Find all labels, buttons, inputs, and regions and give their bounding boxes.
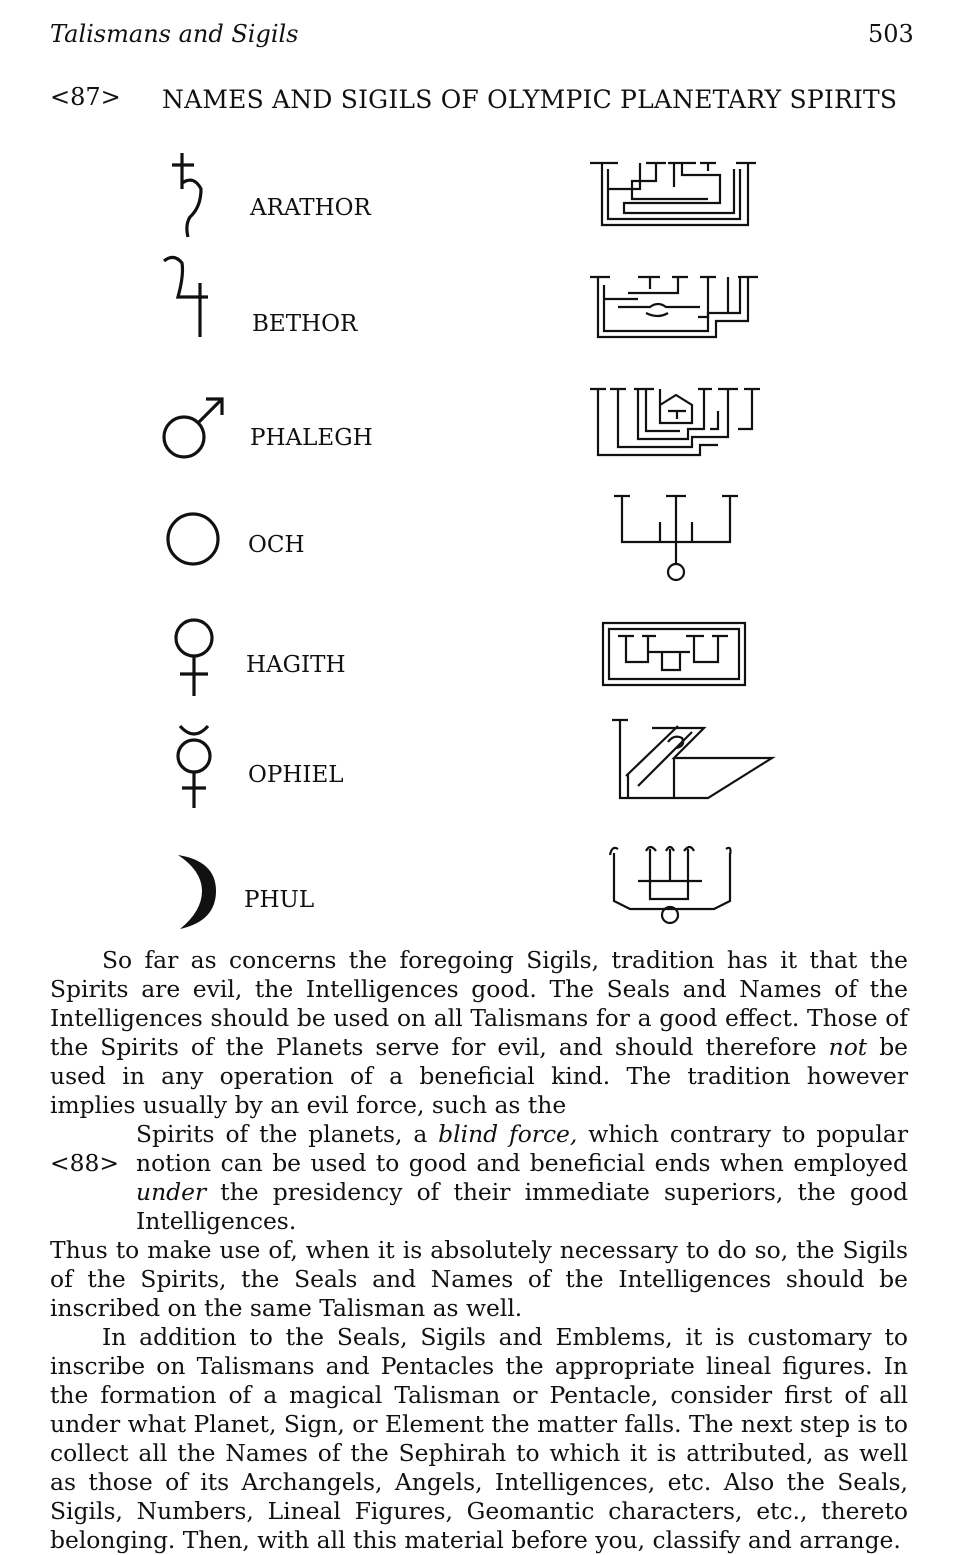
venus-icon [170, 616, 220, 700]
body-text [50, 946, 908, 1555]
och-sigil [610, 492, 750, 588]
paragraph-1-middle: Spirits of the planets, a blind force, which contrary to popular notion can be used to good and beneficial ends when employed under the presidency of their immediate superiors, the good Intelligences. [136, 1120, 909, 1235]
ophiel-sigil [608, 716, 776, 802]
mercury-icon [170, 720, 220, 810]
spirit-row-phul [0, 835, 955, 935]
arathor-sigil [588, 159, 760, 231]
spirit-row-och [0, 492, 955, 592]
sun-icon [162, 508, 224, 570]
spirit-row-ophiel [0, 712, 955, 812]
page-number: 503 [868, 20, 914, 48]
section-marker: <87> [50, 83, 121, 111]
paragraph-2: In addition to the Seals, Sigils and Emblems, it is customary to inscribe on Talismans and Pentacles the appropriate lineal figures. In the formation of a magical Talisman or Pentacle, consider first of all under what Planet, Sign, or Element the matter falls. The next step is to collect all the Names of the Sephirah to which it is attributed, as well as those of its Archangels, Angels, Intelligences, etc. Also the Seals, Sigils, Numbers, Lineal Figures, Geomantic characters, etc., thereto belonging. Then, with all this material before you, classify and arrange. [50, 1323, 908, 1554]
marginal-section [50, 1120, 908, 1236]
spirit-name: ARATHOR [250, 195, 371, 221]
spirit-row-hagith [0, 610, 955, 710]
saturn-icon [168, 149, 208, 241]
section-marker-88: <88> [50, 1149, 119, 1177]
jupiter-icon [160, 253, 212, 339]
mars-icon [160, 393, 230, 463]
phalegh-sigil [588, 385, 764, 461]
spirit-name: OPHIEL [248, 762, 344, 788]
spirit-name: HAGITH [246, 652, 346, 678]
running-head: Talismans and Sigils [50, 20, 299, 48]
spirit-name: BETHOR [252, 311, 358, 337]
page-title: NAMES AND SIGILS OF OLYMPIC PLANETARY SPIRITS [162, 85, 898, 114]
spirit-row-bethor [0, 253, 955, 353]
paragraph-1-end: Thus to make use of, when it is absolutely necessary to do so, the Sigils of the Spirits, the Seals and Names of the Intelligences should be inscribed on the same Talisman as well. [50, 1236, 908, 1322]
phul-sigil [604, 841, 736, 927]
spirit-name: OCH [248, 532, 305, 558]
spirit-name: PHALEGH [250, 425, 373, 451]
spirit-name: PHUL [244, 887, 315, 913]
bethor-sigil [588, 273, 768, 343]
hagith-sigil [600, 620, 750, 690]
spirit-row-arathor [0, 145, 955, 245]
paragraph-1-start: So far as concerns the foregoing Sigils, tradition has it that the Spirits are evil, the Intelligences good. The Seals and Names of the Intelligences should be used on all Talismans for a good effect. Those of the Spirits of the Planets serve for evil, and should therefore not be used in any operation of a beneficial kind. The tradition however implies usually by an evil force, such as the [50, 946, 909, 1119]
spirit-row-phalegh [0, 385, 955, 485]
moon-icon [172, 849, 222, 935]
